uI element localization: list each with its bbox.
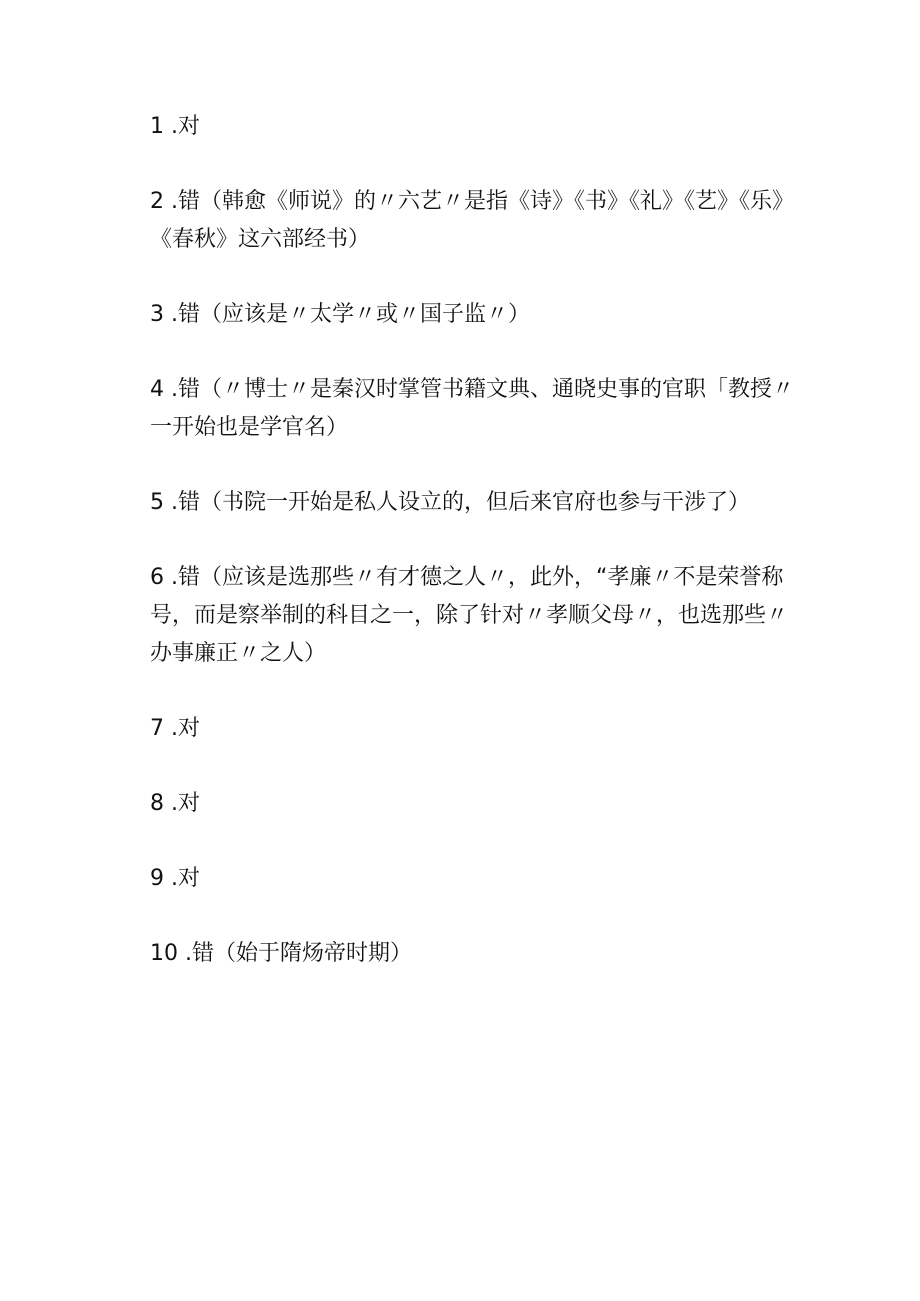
answer-item-9 [150,860,800,898]
answer-item-2 [150,183,800,259]
answer-item-4 [150,371,800,447]
answer-item-3 [150,296,800,334]
answer-verdict: .对 [164,866,200,891]
answer-number: 2 [150,189,164,214]
answer-item-5 [150,484,800,522]
answer-number: 10 [150,941,178,966]
answer-verdict: .对 [164,716,200,741]
answer-number: 7 [150,716,164,741]
answer-item-10 [150,935,800,973]
answer-number: 1 [150,114,164,139]
answer-note: （应该是〃太学〃或〃国子监〃） [200,302,531,327]
answer-item-1 [150,108,800,146]
answer-number: 8 [150,791,164,816]
answer-verdict: .对 [164,791,200,816]
answer-item-7 [150,710,800,748]
answer-note: （书院一开始是私人设立的，但后来官府也参与干涉了） [200,490,751,515]
answer-item-6 [150,559,800,673]
answer-verdict: .错 [164,565,200,590]
answer-list [150,108,800,1010]
answer-note: （〃博士〃是秦汉时掌管书籍文典、通晓史事的官职「教授〃一开始也是学官名） [150,377,795,440]
answer-item-8 [150,785,800,823]
answer-verdict: .对 [164,114,200,139]
answer-verdict: .错 [164,490,200,515]
answer-number: 4 [150,377,164,402]
answer-number: 6 [150,565,164,590]
answer-verdict: .错 [178,941,214,966]
answer-note: （始于隋炀帝时期） [214,941,413,966]
answer-note: （应该是选那些〃有才德之人〃，此外，“孝廉〃不是荣誉称号，而是察举制的科目之一，除了针对〃孝顺父母〃，也选那些〃办事廉正〃之人） [150,565,789,666]
answer-note: （韩愈《师说》的〃六艺〃是指《诗》《书》《礼》《艺》《乐》《春秋》这六部经书） [150,189,795,252]
answer-number: 9 [150,866,164,891]
answer-number: 3 [150,302,164,327]
answer-number: 5 [150,490,164,515]
answer-verdict: .错 [164,377,200,402]
answer-verdict: .错 [164,189,200,214]
answer-verdict: .错 [164,302,200,327]
